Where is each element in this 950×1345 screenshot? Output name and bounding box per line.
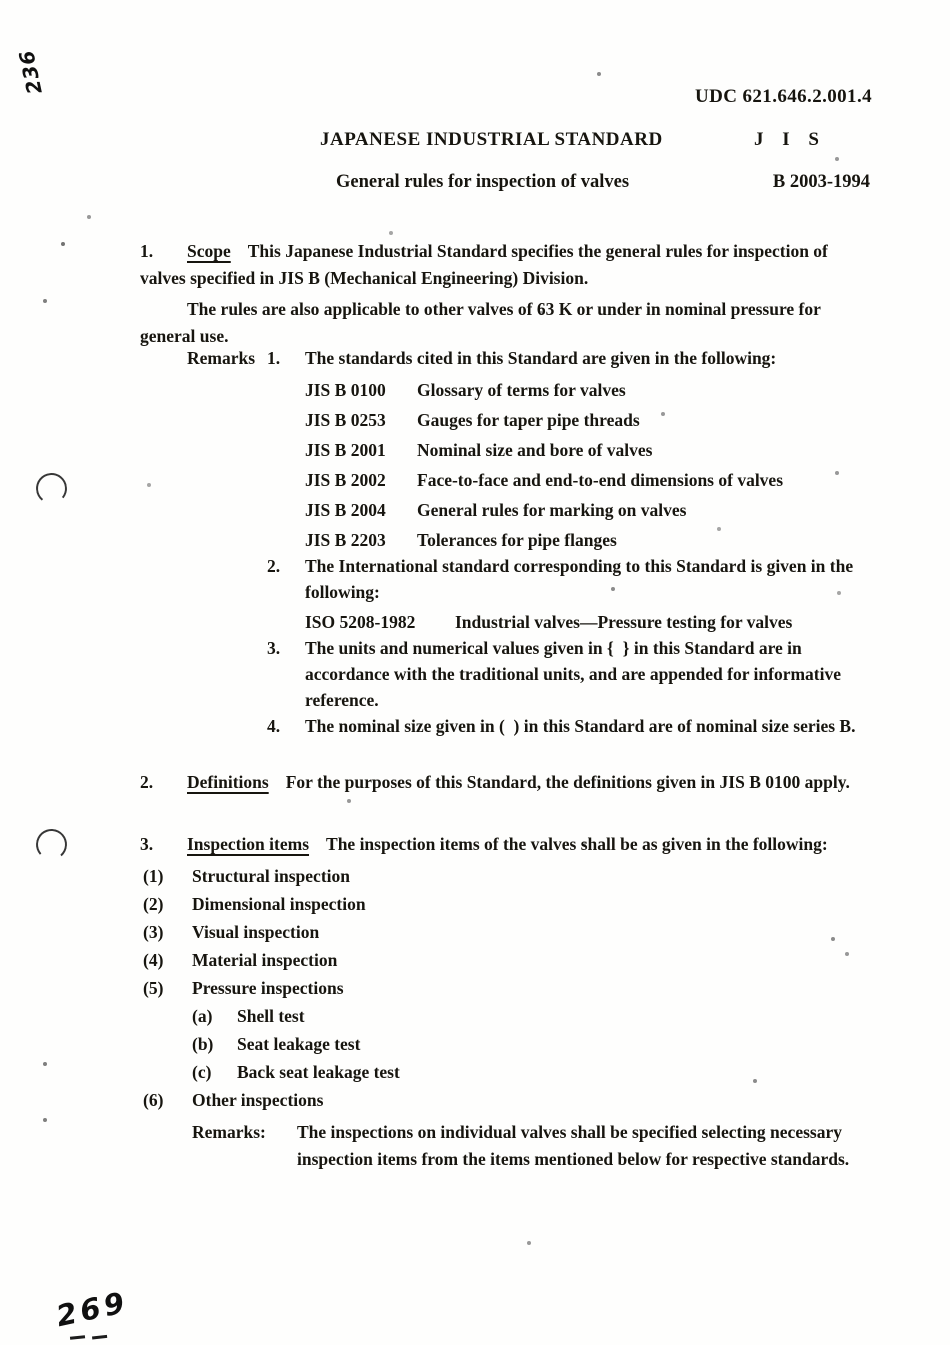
item-number: (4) [143,950,164,970]
standard-code: JIS B 0253 [305,410,386,430]
remark-item-3 [140,635,870,713]
inspection-subitem-a [140,1003,870,1029]
header-row-standard [140,128,870,152]
inspection-remarks-label: Remarks: [192,1122,266,1142]
jis-label: J I S [754,129,826,150]
cited-standard-row [305,497,870,523]
inspection-item-4 [140,947,870,973]
remark-3-number: 3. [267,638,281,658]
subitem-number: (b) [192,1034,214,1054]
standard-desc: Tolerances for pipe flanges [417,530,617,550]
standard-desc: Glossary of terms for valves [417,380,626,400]
inspection-subitem-c [140,1059,870,1085]
document-title: General rules for inspection of valves [336,172,630,192]
standard-number: B 2003-1994 [772,172,870,192]
inspection-remarks [140,1119,870,1173]
scope-section [140,238,870,292]
inspection-item-3 [140,919,870,945]
inspection-section-number: 3. [140,834,154,854]
definitions-heading: Definitions [187,772,269,792]
cited-standards-list [305,377,870,553]
iso-code: ISO 5208-1982 [305,612,416,632]
binder-ring-mark-bottom [35,828,68,861]
definitions-section-number: 2. [140,772,154,792]
item-label: Structural inspection [192,866,350,886]
standard-code: JIS B 2001 [305,440,386,460]
scope-text: This Japanese Industrial Standard specifies the general rules for inspection of valves specified in JIS B (Mechanical Engineering) Division. [140,241,828,288]
inspection-item-6 [140,1087,870,1113]
definitions-section [140,769,870,796]
inspection-subitem-b [140,1031,870,1057]
handwritten-number-bottom-left: 269 [53,1284,132,1334]
subitem-label: Seat leakage test [237,1034,361,1054]
inspection-heading-line [140,831,870,858]
remark-3-text: The units and numerical values given in { } in this Standard are in accordance with the traditional units, and are appended for informative reference. [305,638,842,710]
item-label: Material inspection [192,950,338,970]
standard-code: JIS B 2203 [305,530,386,550]
scope-section-number: 1. [140,241,154,261]
inspection-remarks-text: The inspections on individual valves shall be specified selecting necessary inspection items from the items mentioned below for respective standards. [297,1122,850,1169]
item-label: Visual inspection [192,922,320,942]
cited-standard-row [305,407,870,433]
remarks-label: Remarks [187,348,256,368]
scope-heading: Scope [187,241,231,261]
remark-2-text: The International standard corresponding to this Standard is given in the following: [305,556,854,602]
iso-standard-row [305,609,870,635]
item-number: (6) [143,1090,164,1110]
item-label: Pressure inspections [192,978,344,998]
header-row-title [140,170,870,194]
cited-standard-row [305,527,870,553]
handwritten-number-top-left: 236 [13,47,47,97]
item-number: (2) [143,894,164,914]
inspection-item-2 [140,891,870,917]
inspection-heading: Inspection items [187,834,310,854]
standard-org-title: JAPANESE INDUSTRIAL STANDARD [320,129,663,150]
subitem-label: Shell test [237,1006,305,1026]
item-number: (3) [143,922,164,942]
standard-desc: Gauges for taper pipe threads [417,410,640,430]
subitem-number: (a) [192,1006,213,1026]
remark-item-1 [140,345,870,553]
item-number: (1) [143,866,164,886]
iso-desc: Industrial valves—Pressure testing for valves [455,612,793,632]
cited-standard-row [305,377,870,403]
remarks-block [140,345,870,739]
inspection-item-5 [140,975,870,1001]
standard-code: JIS B 2004 [305,500,386,520]
item-label: Other inspections [192,1090,324,1110]
scope-paragraph-2: The rules are also applicable to other valves of 63 K or under in nominal pressure for general use. [140,299,821,346]
standard-desc: Nominal size and bore of valves [417,440,653,460]
cited-standard-row [305,437,870,463]
remark-1-number: 1. [267,348,281,368]
udc-number: UDC 621.646.2.001.4 [694,86,872,107]
remark-1-text: The standards cited in this Standard are given in the following: [305,348,777,368]
inspection-items-section [140,831,870,1173]
remark-item-2 [140,553,870,635]
inspection-item-1 [140,863,870,889]
remark-4-text: The nominal size given in ( ) in this Standard are of nominal size series B. [305,716,856,736]
definitions-text: For the purposes of this Standard, the definitions given in JIS B 0100 apply. [285,772,850,792]
scan-speck-noise [0,0,2,2]
item-label: Dimensional inspection [192,894,366,914]
inspection-text: The inspection items of the valves shall be as given in the following: [326,834,828,854]
cited-standard-row [305,467,870,493]
stray-pen-mark [70,1335,85,1339]
item-number: (5) [143,978,164,998]
standard-desc: General rules for marking on valves [417,500,687,520]
remark-4-number: 4. [267,716,281,736]
standard-code: JIS B 2002 [305,470,386,490]
subitem-number: (c) [192,1062,212,1082]
standard-desc: Face-to-face and end-to-end dimensions of valves [417,470,784,490]
remark-2-number: 2. [267,556,281,576]
binder-ring-mark-top [34,471,68,505]
subitem-label: Back seat leakage test [237,1062,400,1082]
standard-code: JIS B 0100 [305,380,386,400]
remark-item-4 [140,713,870,739]
